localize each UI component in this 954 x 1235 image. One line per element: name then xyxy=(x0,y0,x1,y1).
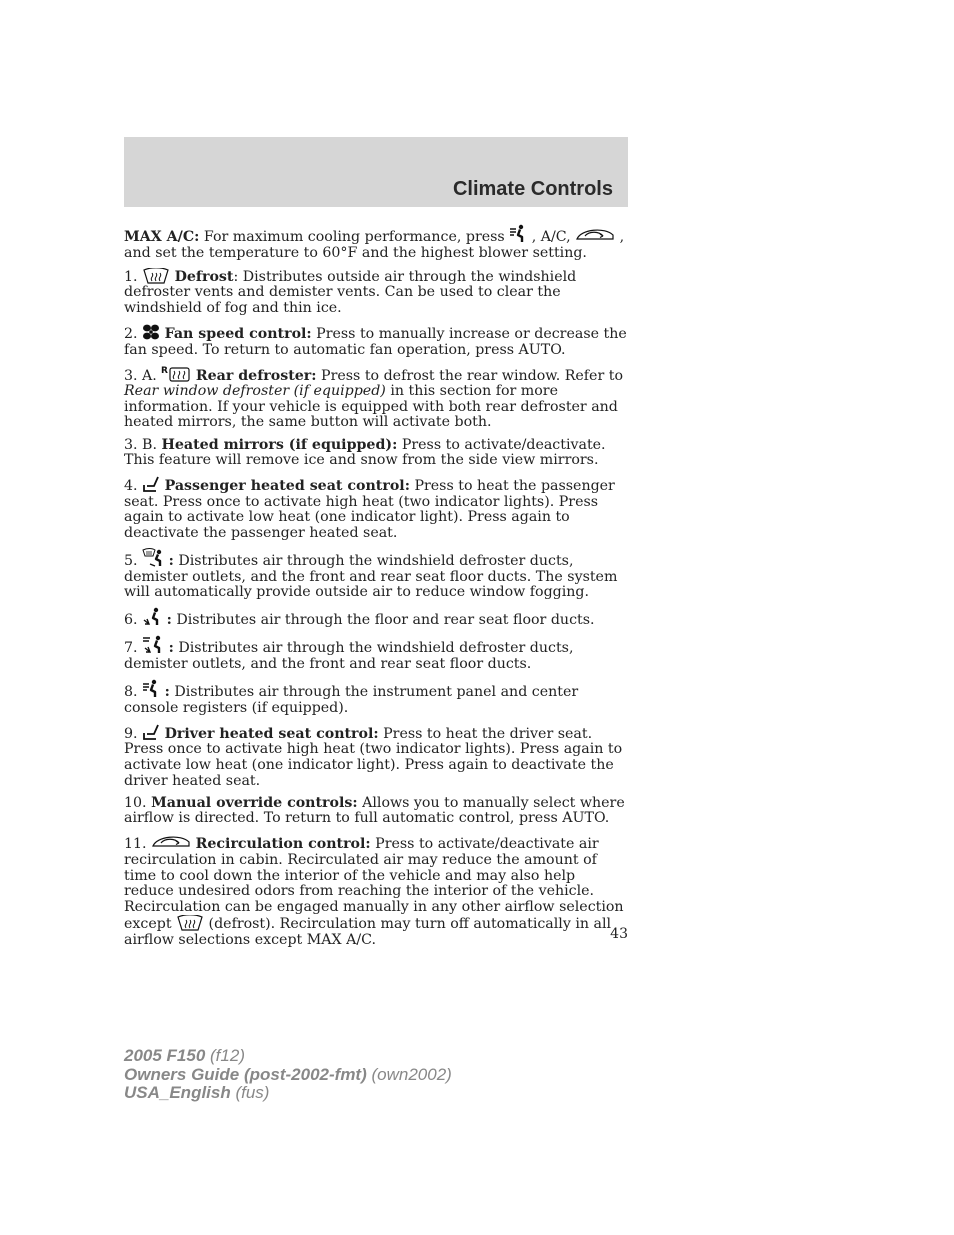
footer-line-1: 2005 F150 (f12) xyxy=(124,1046,245,1065)
document-footer xyxy=(124,1047,452,1103)
item-1-defrost: 1. Defrost: Distributes outside air through the windshield defroster vents and demister vents. Can be used to clear the windshield of fog and thin ice. xyxy=(124,268,577,316)
item-9-driver-seat: 9. Driver heated seat control: Press to heat the driver seat. Press once to activate high heat (two indicator lights). Press again to activate low heat (one indicator light). Press again to deactivate the driver heated seat. xyxy=(124,723,628,789)
recirculation-icon xyxy=(575,226,615,244)
floor-vent-icon xyxy=(142,607,162,627)
item-4-label: Passenger heated seat control: xyxy=(164,478,410,495)
svg-text:R: R xyxy=(161,365,169,376)
item-8-label: : xyxy=(164,684,170,701)
max-ac-paragraph: MAX A/C: For maximum cooling performance, press , A/C, , and set the temperature to 60°F and the highest blower setting. xyxy=(124,224,628,261)
heated-seat-icon xyxy=(142,475,160,493)
heated-seat-icon xyxy=(142,723,160,741)
item-6-floor: 6. : Distributes air through the floor and rear seat floor ducts. xyxy=(124,607,628,629)
item-2-label: Fan speed control: xyxy=(164,325,312,342)
item-10-manual-override: 10. Manual override controls: Allows you to manually select where airflow is directed. To return to full automatic control, press AUTO. xyxy=(124,794,625,827)
windshield-defrost-icon xyxy=(176,915,204,931)
max-ac-label: MAX A/C: xyxy=(124,229,200,245)
item-3b-label: Heated mirrors (if equipped): xyxy=(161,436,398,453)
item-2-fan-speed: 2. Fan speed control: Press to manually increase or decrease the fan speed. To return to automatic fan operation, press AUTO. xyxy=(124,323,628,358)
item-11-recirculation: 11. Recirculation control: Press to activate/deactivate air recirculation in cabin. Recirculated air may reduce the amount of time to cool down the interior of the vehicle and may also help reduce undesired odors from reaching the interior of the vehicle. Recirculation can be engaged manually in any other airflow selection except (defrost). Recirculation may turn off automatically in all airflow selections except MAX A/C. xyxy=(124,833,628,948)
windshield-defrost-icon xyxy=(142,268,170,284)
item-6-label: : xyxy=(166,612,172,629)
item-7-defrost-floor-ducts: 7. : Distributes air through the windshield defroster ducts, demister outlets, and the front and rear seat floor ducts. xyxy=(124,635,628,672)
item-9-label: Driver heated seat control: xyxy=(164,725,379,742)
item-10-label: Manual override controls: xyxy=(151,794,358,811)
defrost-floor-icon xyxy=(142,635,164,655)
item-3b-heated-mirrors: 3. B. Heated mirrors (if equipped): Press to activate/deactivate. This feature will remove ice and snow from the side view mirrors. xyxy=(124,436,606,469)
item-11-label: Recirculation control: xyxy=(195,836,371,853)
fan-icon xyxy=(142,323,160,341)
item-3a-rear-defroster: 3. A. R Rear defroster: Press to defrost the rear window. Refer to Rear window defroster (if equipped) in this section for more information. If your vehicle is equipped with both rear defroster and heated mirrors, the same button will activate both. xyxy=(124,365,623,431)
item-4-passenger-seat: 4. Passenger heated seat control: Press to heat the passenger seat. Press once to activate high heat (two indicator lights). Press again to activate low heat (one indicator light). Press again to deactivate the passenger heated seat. xyxy=(124,475,628,541)
page-number: 43 xyxy=(610,926,628,942)
footer-line-2: Owners Guide (post-2002-fmt) (own2002) xyxy=(124,1064,452,1084)
rear-defrost-icon xyxy=(161,365,191,383)
section-header-band xyxy=(124,137,628,207)
recirculation-icon xyxy=(151,833,191,851)
defrost-floor-icon xyxy=(142,548,164,568)
footer-line-3: USA_English (fus) xyxy=(124,1083,270,1102)
item-3a-label: Rear defroster: xyxy=(195,367,317,384)
item-1-label: Defrost xyxy=(174,268,234,285)
panel-vent-icon xyxy=(509,224,527,244)
section-title: Climate Controls xyxy=(452,178,613,200)
item-7-label: : xyxy=(168,640,174,657)
item-5-defrost-floor: 5. : Distributes air through the windshield defroster ducts, demister outlets, and the front and rear seat floor ducts. The system will automatically provide outside air to reduce window fogging. xyxy=(124,548,628,601)
page-content xyxy=(124,224,628,955)
item-8-panel: 8. : Distributes air through the instrument panel and center console registers (if equipped). xyxy=(124,679,628,716)
item-5-label: : xyxy=(168,553,174,570)
panel-vent-icon xyxy=(142,679,160,699)
rear-defroster-reference: Rear window defroster (if equipped) xyxy=(124,383,386,400)
